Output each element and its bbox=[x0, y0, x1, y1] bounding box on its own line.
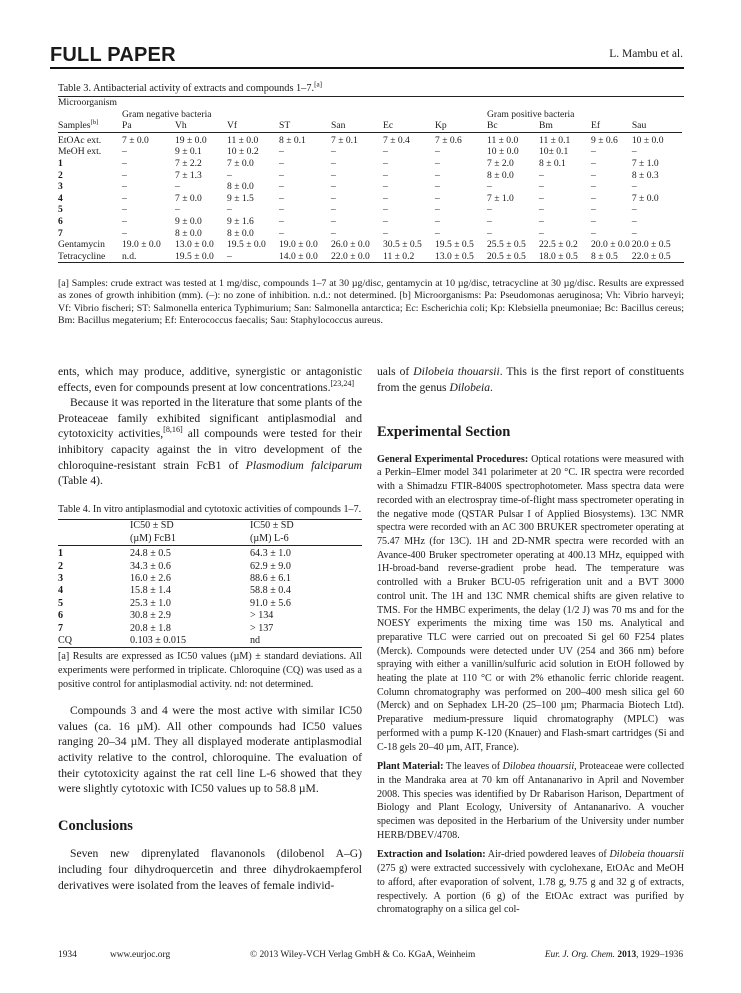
table4-cell-b: > 137 bbox=[250, 622, 274, 634]
table3-cell: – bbox=[383, 192, 388, 204]
paragraph-2: Because it was reported in the literature that some plants of the Proteaceae family exhibited significant antiplasmodial and cytotoxicity activities,[8,16] all compounds were tested for their inhibitory capacity against the in vitro development of the chloroquine-resistant strain FcB1 of Plasmodium falciparum (Table 4). bbox=[58, 396, 363, 488]
table3-cell: 19 ± 0.0 bbox=[175, 134, 207, 146]
header-rule bbox=[50, 67, 684, 69]
table3-cell: – bbox=[631, 181, 637, 193]
table3-cell: – bbox=[539, 169, 544, 181]
table3-cell: – bbox=[383, 181, 388, 193]
table4-cell-a: 25.3 ± 1.0 bbox=[130, 597, 171, 609]
table3-cell: – bbox=[279, 146, 284, 158]
table3-row bbox=[58, 135, 684, 147]
table4-row bbox=[58, 585, 362, 597]
table3-cell: 20.5 ± 0.5 bbox=[487, 250, 526, 262]
table3-cell: – bbox=[227, 250, 232, 262]
table4-col1-header: IC50 ± SD bbox=[130, 520, 174, 532]
table3-cell: 7 ± 1.0 bbox=[487, 192, 514, 204]
table3-cell: 8 ± 0.3 bbox=[631, 169, 659, 181]
table3-cell: – bbox=[331, 204, 336, 216]
table3-cell: – bbox=[279, 181, 284, 193]
table3-cell: – bbox=[331, 215, 336, 227]
table3-cell: – bbox=[122, 215, 127, 227]
table3-cell: – bbox=[122, 192, 127, 204]
table3-cell: n.d. bbox=[122, 250, 137, 262]
table3-sample: Gentamycin bbox=[58, 239, 105, 251]
table3-cell: – bbox=[279, 204, 284, 216]
table3-cell: – bbox=[591, 192, 596, 204]
table3-cell: 7 ± 0.0 bbox=[175, 192, 202, 204]
table3-grid bbox=[58, 97, 684, 262]
table3-cell: – bbox=[279, 192, 284, 204]
table3-cell: 30.5 ± 0.5 bbox=[383, 239, 422, 251]
table4-cell-a: 34.3 ± 0.6 bbox=[130, 560, 171, 572]
table3-cell: – bbox=[175, 181, 180, 193]
table4-cell-c: 2 bbox=[58, 560, 64, 572]
table3-cell: 22.5 ± 0.2 bbox=[539, 239, 578, 251]
table3-cell: – bbox=[539, 192, 544, 204]
table3-cell: – bbox=[383, 146, 388, 158]
table3-row bbox=[58, 146, 684, 158]
table3-footnote: [a] Samples: crude extract was tested at 1 mg/disc, compounds 1–7 at 30 µg/disc, gentamycin at 10 µg/disc, tetracycline at 30 µg/disc. Results are expressed as zones of growth inhibition (mm). (–): no zone of inhibition. n.d.: not determined. [b] Microorganisms: Pa: Pseudomonas aeruginosa; Vh: Vibrio harveyi; Vf: Vibrio fischeri; ST: Salmonella enterica Typhimurium; San: Salmonella antarctica; Ec: Escherichia coli; Kp: Klebsiella pneumoniae; Bc: Bacillus cereus; Bm: Bacillus megaterium; Ef: Enterococcus faecalis; Sau: Staphylococcus aureus. bbox=[58, 278, 684, 327]
table3-cell: – bbox=[631, 215, 637, 227]
table3-cell: – bbox=[383, 169, 388, 181]
table3-cell: – bbox=[487, 181, 492, 193]
table3-cell: – bbox=[122, 204, 127, 216]
table3-cell: 22.0 ± 0.0 bbox=[331, 250, 370, 262]
table3-cell: 10 ± 0.0 bbox=[631, 134, 664, 146]
table3-cell: – bbox=[591, 157, 596, 169]
table3-cell: 20.0 ± 0.0 bbox=[591, 239, 630, 251]
table3-cell: 8 ± 0.0 bbox=[487, 169, 514, 181]
journal-url: www.eurjoc.org bbox=[110, 950, 171, 960]
table3-cell: 7 ± 0.1 bbox=[331, 134, 358, 146]
table3-cell: – bbox=[279, 169, 284, 181]
table3-cell: 7 ± 0.0 bbox=[631, 192, 659, 204]
table3-cell: – bbox=[279, 215, 284, 227]
table3-col-header: Bc bbox=[487, 120, 498, 132]
table3-sample: Tetracycline bbox=[58, 250, 106, 262]
table3-col-header: Vh bbox=[175, 120, 187, 132]
table3-cell: 11 ± 0.0 bbox=[227, 134, 259, 146]
table4-cell-a: 30.8 ± 2.9 bbox=[130, 610, 171, 622]
page-number: 1934 bbox=[58, 950, 77, 960]
table3-cell: 8 ± 0.5 bbox=[591, 250, 618, 262]
table3-sample: 2 bbox=[58, 169, 63, 181]
table3-cell: 11 ± 0.2 bbox=[383, 250, 415, 262]
table3-cell: – bbox=[591, 169, 596, 181]
table4-row bbox=[58, 635, 362, 647]
table3-row bbox=[58, 170, 684, 182]
table3-cell: – bbox=[227, 204, 232, 216]
table3-cell: 8 ± 0.0 bbox=[227, 227, 254, 239]
table4-row bbox=[58, 598, 362, 610]
table3-group-label: Microorganism bbox=[58, 97, 117, 108]
table3-cell: – bbox=[279, 227, 284, 239]
table4-cell-c: 6 bbox=[58, 610, 64, 622]
table3-cell: 7 ± 0.6 bbox=[435, 134, 462, 146]
table3-cell: 9 ± 1.6 bbox=[227, 215, 254, 227]
table3-cell: – bbox=[331, 157, 336, 169]
table3-cell: 8 ± 0.0 bbox=[227, 181, 254, 193]
table3-row bbox=[58, 158, 684, 170]
table3-cell: 9 ± 1.5 bbox=[227, 192, 254, 204]
table3-cell: 11 ± 0.0 bbox=[487, 134, 519, 146]
table3-mid-rule bbox=[58, 132, 682, 133]
table3-cell: – bbox=[122, 146, 127, 158]
table3-cell: – bbox=[383, 204, 388, 216]
table4-row bbox=[58, 561, 362, 573]
table3-cell: – bbox=[539, 215, 544, 227]
table3-cell: – bbox=[435, 181, 440, 193]
table3-cell: 11 ± 0.1 bbox=[539, 134, 571, 146]
table3-cell: – bbox=[487, 215, 492, 227]
table4-cell-c: CQ bbox=[58, 635, 73, 646]
table3-cell: – bbox=[591, 181, 596, 193]
table3-cell: 9 ± 0.1 bbox=[175, 146, 202, 158]
table3-row bbox=[58, 239, 684, 251]
table3-cell: 7 ± 0.0 bbox=[122, 134, 149, 146]
table3-row bbox=[58, 216, 684, 228]
table3-cell: 9 ± 0.0 bbox=[175, 215, 202, 227]
table3 bbox=[58, 96, 684, 263]
table3-cell: – bbox=[435, 146, 440, 158]
table3-cell: 7 ± 2.0 bbox=[487, 157, 514, 169]
table3-col-header: Pa bbox=[122, 120, 132, 132]
table3-cell: 19.5 ± 0.0 bbox=[227, 239, 266, 251]
table4-cell-b: 64.3 ± 1.0 bbox=[250, 548, 291, 560]
table3-cell: 7 ± 1.0 bbox=[631, 157, 659, 169]
table3-cell: – bbox=[435, 157, 440, 169]
table3-row bbox=[58, 193, 684, 205]
table3-cell: – bbox=[539, 204, 544, 216]
table4-cell-b: 62.9 ± 9.0 bbox=[250, 560, 291, 572]
table3-cell: – bbox=[435, 204, 440, 216]
table3-row bbox=[58, 251, 684, 263]
table3-cell: – bbox=[227, 169, 232, 181]
table3-sample: 6 bbox=[58, 215, 63, 227]
table3-cell: – bbox=[175, 204, 180, 216]
table3-cell: 19.0 ± 0.0 bbox=[122, 239, 161, 251]
plant-material-paragraph: Plant Material: The leaves of Dilobea thouarsii, Proteaceae were collected in the Mandraka area at 70 km off Antananarivo in April and November 2008. This species was identified by Dr Rabarison Harison, Department of Biology and Plant Ecology, University of Antananarivo. A voucher specimen was deposited in the Herbarium of the University under number HERB/DBEV/4708. bbox=[377, 761, 685, 841]
table3-sample: 4 bbox=[58, 192, 63, 204]
table3-cell: 7 ± 0.0 bbox=[227, 157, 254, 169]
table4-cell-a: 15.8 ± 1.4 bbox=[130, 585, 171, 597]
table4-cell-c: 3 bbox=[58, 572, 64, 584]
journal-citation: Eur. J. Org. Chem. 2013, 1929–1936 bbox=[544, 950, 683, 960]
table3-sample: 1 bbox=[58, 157, 63, 169]
table3-row bbox=[58, 204, 684, 216]
table3-cell: – bbox=[539, 181, 544, 193]
table3-col-header: Kp bbox=[435, 120, 447, 132]
table4 bbox=[58, 503, 362, 691]
table3-cell: – bbox=[279, 157, 284, 169]
gram-positive-label: Gram positive bacteria bbox=[487, 108, 575, 120]
table3-cell: 7 ± 1.3 bbox=[175, 169, 202, 181]
table3-col-header: Sau bbox=[631, 120, 647, 132]
table3-cell: – bbox=[122, 227, 127, 239]
table4-cell-b: > 134 bbox=[250, 610, 274, 622]
table3-col-header: Vf bbox=[227, 120, 238, 132]
table3-cell: 8 ± 0.1 bbox=[539, 157, 566, 169]
table4-cell-c: 7 bbox=[58, 622, 64, 634]
experimental-heading: Experimental Section bbox=[377, 424, 511, 441]
table3-cell: 13.0 ± 0.0 bbox=[175, 239, 214, 251]
table3-cell: 26.0 ± 0.0 bbox=[331, 239, 370, 251]
table4-col2-header: IC50 ± SD bbox=[250, 520, 294, 532]
table3-cell: 25.5 ± 0.5 bbox=[487, 239, 526, 251]
table4-cell-c: 5 bbox=[58, 597, 64, 609]
general-procedures-paragraph: General Experimental Procedures: Optical rotations were measured with a Perkin–Elmer model 341 polarimeter at 20 °C. IR spectra were recorded with a Shimadzu FTIR-8400S spectrophotometer. Mass spectra data were recorded with an electrospray time-of-flight mass spectrometer operating in the negative mode (QSTAR Pulsar I of Applied Biosystems). 13C NMR spectra were recorded with an AC 300 BRUKER spectrometer operating at 75.47 MHz (for 13C). 1H and 2D-NMR spectra were recorded with an Avance-400 Bruker spectrometer operating at 400.13 MHz, equipped with 1H-broad-band reverse-gradient probe head. The temperature was controlled with a Bruker BCU-05 refrigeration unit and a BVT 3000 control unit. The 1H and 13C NMR chemical shifts are given relative to TMS. For the HMBC experiments, the delay (1/2 J) was 70 ms and for the NOESY experiments the mixing time was 150 ms. Analytical and preparative TLC were carried out on precoated Si gel 60 F254 plates (Merck). Compounds were detected under UV (254 and 366 nm) before spraying with either a vanillin/sulfuric acid solution in EtOH followed by heating the plate at 110 °C or with 2% ethanolic ferric chloride reagent. Column chromatography was performed on 200–400 mesh silica gel 60 (Merck) and on Sephadex LH-20 (25–100 µm; Pharmacia Biotech Ltd). Preparative medium-pressure liquid chromatography (MPLC) was performed with a pump K-120 (Knauer) and Flash-smart cartridges (Si and C-18 gels 20–40 µm, AIT, France). bbox=[377, 453, 684, 753]
table3-cell: – bbox=[591, 227, 596, 239]
table3-cell: – bbox=[383, 227, 388, 239]
table4-footnote: [a] Results are expressed as IC50 values (µM) ± standard deviations. All experiments were performed in triplicate. Chloroquine (CQ) was used as a positive control for antiplasmodial activity. nd: not determined. bbox=[58, 651, 362, 690]
table3-cell: – bbox=[331, 227, 336, 239]
table4-bottom-rule bbox=[58, 647, 362, 648]
table3-cell: – bbox=[631, 204, 637, 216]
table4-row bbox=[58, 548, 362, 560]
table3-sample: 3 bbox=[58, 181, 63, 193]
table3-cell: 8 ± 0.1 bbox=[279, 134, 306, 146]
table3-cell: 19.0 ± 0.0 bbox=[279, 239, 318, 251]
extraction-paragraph: Extraction and Isolation: Air-dried powdered leaves of Dilobeia thouarsii (275 g) were extracted successively with cyclohexane, EtOAc and MeOH to afford, after evaporation of solvent, 1.78 g, 9.75 g and 32 g of extracts, respectively. A portion (6 g) of the EtOAc extract was purified by chromatography on a silica gel col- bbox=[377, 849, 684, 916]
table3-cell: – bbox=[122, 181, 127, 193]
table3-cell: – bbox=[591, 215, 596, 227]
copyright: © 2013 Wiley-VCH Verlag GmbH & Co. KGaA, Weinheim bbox=[250, 950, 476, 960]
table3-cell: 19.5 ± 0.5 bbox=[435, 239, 474, 251]
table3-col-header: Ec bbox=[383, 120, 394, 132]
table3-caption: Table 3. Antibacterial activity of extracts and compounds 1–7.[a] bbox=[58, 80, 323, 94]
table4-cell-b: 58.8 ± 0.4 bbox=[250, 585, 291, 597]
table3-row bbox=[58, 228, 684, 240]
table4-row bbox=[58, 573, 362, 585]
table3-cell: – bbox=[383, 157, 388, 169]
table3-row bbox=[58, 181, 684, 193]
paragraph-3: Compounds 3 and 4 were the most active with similar IC50 values (ca. 16 µM). All other compounds had IC50 values ranging 20–34 µM. They all displayed moderate antiplasmodial activity relative to the control, chloroquine. The evaluation of their cytotoxicity against the rat cell line L-6 showed that they were slightly cytotoxic with IC50 values up to 58.8 µM. bbox=[58, 704, 362, 796]
table3-cell: – bbox=[435, 169, 440, 181]
table3-cell: – bbox=[591, 204, 596, 216]
table3-cell: – bbox=[591, 146, 596, 158]
conclusions-heading: Conclusions bbox=[58, 817, 133, 834]
table3-cell: – bbox=[631, 146, 637, 158]
table4-grid bbox=[58, 520, 362, 647]
table3-cell: – bbox=[435, 192, 440, 204]
gram-negative-label: Gram negative bacteria bbox=[122, 108, 212, 120]
table3-cell: 8 ± 0.0 bbox=[175, 227, 202, 239]
table3-sample: EtOAc ext. bbox=[58, 134, 102, 146]
table4-cell-b: 88.6 ± 6.1 bbox=[250, 572, 291, 584]
table4-cell-a: 20.8 ± 1.8 bbox=[130, 622, 171, 634]
table3-cell: 7 ± 2.2 bbox=[175, 157, 202, 169]
table3-col-header: Ef bbox=[591, 120, 601, 132]
table4-cell-a: 0.103 ± 0.015 bbox=[130, 635, 187, 646]
table3-sample: 5 bbox=[58, 204, 63, 216]
table4-col1-unit: (µM) FcB1 bbox=[130, 532, 176, 544]
table4-col2-unit: (µM) L-6 bbox=[250, 532, 289, 544]
samples-header: Samples[b] bbox=[58, 119, 99, 132]
table4-caption: Table 4. In vitro antiplasmodial and cytotoxic activities of compounds 1–7. bbox=[58, 503, 362, 515]
table3-cell: – bbox=[435, 227, 440, 239]
right-column bbox=[377, 364, 684, 923]
running-authors: L. Mambu et al. bbox=[609, 48, 683, 60]
table3-cell: 10 ± 0.0 bbox=[487, 146, 519, 158]
table3-cell: – bbox=[631, 227, 637, 239]
table4-mid-rule bbox=[58, 545, 362, 546]
table3-cell: 9 ± 0.6 bbox=[591, 134, 618, 146]
table3-cell: 19.5 ± 0.0 bbox=[175, 250, 214, 262]
table3-cell: 14.0 ± 0.0 bbox=[279, 250, 318, 262]
table3-cell: 10 ± 0.2 bbox=[227, 146, 259, 158]
table3-col-header: San bbox=[331, 120, 346, 132]
table3-cell: – bbox=[122, 157, 127, 169]
table3-cell: 22.0 ± 0.5 bbox=[631, 250, 671, 262]
table3-cell: – bbox=[331, 146, 336, 158]
table3-cell: 7 ± 0.4 bbox=[383, 134, 410, 146]
table4-cell-a: 16.0 ± 2.6 bbox=[130, 572, 171, 584]
table3-cell: – bbox=[487, 227, 492, 239]
table3-cell: 20.0 ± 0.5 bbox=[631, 239, 671, 251]
paragraph-4: Seven new diprenylated flavanonols (dilobenol A–G) including four dihydroquercetin and three dihydrokaempferol derivatives were isolated from the leaves of female individ- bbox=[58, 847, 362, 892]
table3-col-header: Bm bbox=[539, 120, 553, 132]
table4-cell-c: 1 bbox=[58, 548, 64, 560]
section-label: FULL PAPER bbox=[50, 44, 176, 66]
table4-cell-a: 24.8 ± 0.5 bbox=[130, 548, 171, 560]
table4-row bbox=[58, 610, 362, 622]
table3-sample: 7 bbox=[58, 227, 63, 239]
table4-cell-b: nd bbox=[250, 635, 261, 646]
table3-cell: – bbox=[331, 169, 336, 181]
right-paragraph-1: uals of Dilobeia thouarsii. This is the first report of constituents from the genus Dilobeia. bbox=[377, 365, 685, 394]
table3-cell: – bbox=[331, 181, 336, 193]
table3-cell: – bbox=[487, 204, 492, 216]
table4-cell-b: 91.0 ± 5.6 bbox=[250, 597, 291, 609]
table4-cell-c: 4 bbox=[58, 585, 64, 597]
table3-cell: – bbox=[435, 215, 440, 227]
left-column bbox=[58, 364, 362, 893]
table3-cell: – bbox=[383, 215, 388, 227]
table3-bottom-rule bbox=[58, 262, 684, 263]
table3-cell: – bbox=[122, 169, 127, 181]
paragraph-1: ents, which may produce, additive, synergistic or antagonistic effects, even for compounds present at low concentrations.[23,24] bbox=[58, 365, 362, 394]
table3-cell: 13.0 ± 0.5 bbox=[435, 250, 474, 262]
table4-row bbox=[58, 623, 362, 635]
table3-cell: 10± 0.1 bbox=[539, 146, 569, 158]
table3-sample: MeOH ext. bbox=[58, 146, 102, 158]
table3-cell: – bbox=[331, 192, 336, 204]
table3-col-header: ST bbox=[279, 120, 291, 132]
table3-cell: – bbox=[539, 227, 544, 239]
table3-cell: 18.0 ± 0.5 bbox=[539, 250, 578, 262]
